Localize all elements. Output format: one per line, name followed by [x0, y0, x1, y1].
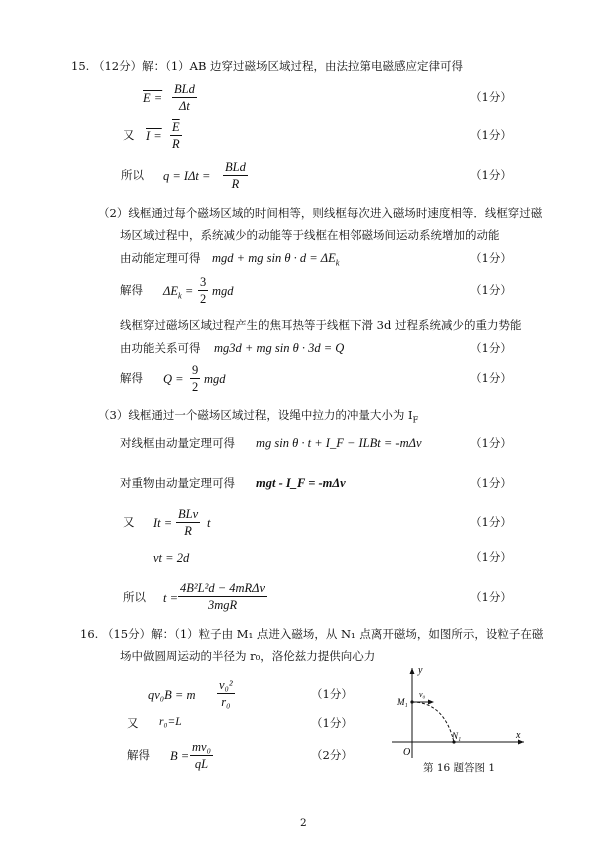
label-you-1: 又 — [123, 128, 135, 142]
weight-momentum-equation: mgt - I_F = -mΔv — [256, 476, 346, 490]
label-jiede-2: 解得 — [120, 371, 143, 385]
m1-label: M₁ — [397, 697, 408, 707]
it-rhs: t — [207, 516, 211, 530]
weight-momentum-text: 对重物由动量定理可得 — [120, 476, 235, 490]
charge-numerator: BLd — [225, 160, 246, 174]
score-radius: （1分） — [311, 716, 353, 730]
frame-momentum-equation: mg sin θ · t + I_F − ILBt = -mΔv — [256, 436, 422, 450]
origin-label: O — [403, 747, 411, 758]
emf-lhs — [143, 92, 162, 105]
velocity-arrow — [428, 700, 434, 705]
frame-momentum-text: 对线框由动量定理可得 — [120, 436, 235, 450]
score-heat: （1分） — [470, 371, 512, 385]
part2-line5-text: 由功能关系可得 — [120, 341, 201, 355]
it-fraction: BLv R — [178, 507, 199, 538]
score-energy-equation: （1分） — [470, 341, 512, 355]
charge-lhs: q = IΔt = — [163, 169, 211, 183]
score-weight-momentum: （1分） — [470, 476, 512, 490]
time-fraction: 4B²L²d − 4mRΔv 3mgR — [180, 581, 266, 612]
emf-denominator: Δt — [179, 98, 190, 113]
emf-numerator: BLd — [174, 82, 195, 96]
part2-line4: 线框穿过磁场区域过程产生的焦耳热等于线框下滑 3d 过程系统减少的重力势能 — [120, 318, 522, 332]
charge-fraction — [223, 161, 248, 190]
score-delta-ek: （1分） — [470, 283, 512, 297]
label-you-2: 又 — [123, 515, 135, 529]
label-suoyi-1: 所以 — [121, 168, 144, 182]
label-jiede-1: 解得 — [120, 283, 143, 297]
q15-heading: 15. （12分）解：（1）AB 边穿过磁场区域过程，由法拉第电磁感应定律可得 — [71, 59, 464, 73]
score-kinetic-equation: （1分） — [470, 251, 512, 265]
label-suoyi-2: 所以 — [123, 590, 146, 604]
current-denominator: R — [172, 136, 180, 151]
field-fraction: $\frac{\text{mv₀}}{qL}$ — [192, 740, 211, 771]
part2-line1: （2）线框通过每个磁场区域的时间相等，则线框每次进入磁场时速度相等．线框穿过磁 — [98, 206, 543, 220]
page-number: 2 — [300, 817, 307, 829]
lorentz-lhs: qv₀B = m — [148, 688, 196, 702]
figure-caption: 第 16 题答图 1 — [423, 762, 496, 774]
score-lorentz: （1分） — [311, 687, 353, 701]
trajectory-arc — [412, 702, 454, 742]
score-vt: （1分） — [470, 550, 512, 564]
kinetic-energy-equation: mgd + mg $\sin \theta \cdot d = \Delta E_k$ — [212, 251, 340, 268]
label-jiede-3: 解得 — [127, 748, 150, 762]
delta-ek-rhs: mgd — [212, 284, 234, 298]
lorentz-fraction: $\frac{\text{v₀²}}{\text{r₀}}$ — [219, 678, 233, 709]
score-current: （1分） — [470, 128, 512, 142]
radius-equation: r₀=L — [159, 716, 182, 728]
current-lhs: I = — [146, 129, 162, 143]
q16-figure — [388, 664, 530, 776]
q16-heading: 16. （15分）解：（1）粒子由 M₁ 点进入磁场，从 N₁ 点离开磁场，如图所示，设粒子在磁 — [80, 627, 544, 641]
emf-symbol: E = — [143, 91, 163, 105]
it-lhs: It = — [153, 516, 173, 530]
score-charge: （1分） — [470, 168, 512, 182]
heat-lhs: Q = — [163, 372, 184, 386]
v0-label: v₀ — [419, 690, 426, 699]
time-lhs: t = — [163, 591, 179, 605]
x-label: x — [516, 730, 521, 741]
score-emf: （1分） — [470, 90, 512, 104]
emf-fraction — [172, 83, 197, 112]
score-time: （1分） — [470, 590, 512, 604]
heat-rhs: mgd — [204, 372, 226, 386]
score-field: （2分） — [311, 748, 353, 762]
energy-conservation-equation: mg3d + mg sin θ · 3d = Q — [214, 341, 345, 355]
charge-denominator: R — [231, 176, 240, 191]
q16-line2: 场中做圆周运动的半径为 r₀，洛伦兹力提供向心力 — [120, 649, 376, 663]
n1-label: N₁ — [452, 731, 462, 741]
part2-line2: 场区域过程中，系统减少的动能等于线框在相邻磁场间运动系统增加的动能 — [120, 228, 500, 242]
current-numerator: $\overline{E}$ — [172, 120, 180, 134]
label-you-3: 又 — [127, 716, 139, 730]
score-frame-momentum: （1分） — [470, 436, 512, 450]
y-axis-arrow — [410, 668, 415, 674]
heat-fraction: $\frac{9}{2}$ — [192, 363, 199, 394]
score-it: （1分） — [470, 515, 512, 529]
field-lhs: B = — [170, 749, 190, 763]
y-label: y — [418, 665, 423, 676]
delta-ek-lhs: $\Delta E_k$ = — [163, 284, 194, 301]
part2-line3-text: 由动能定理可得 — [120, 251, 201, 265]
current-fraction — [170, 121, 182, 150]
part3-heading: （3）线框通过一个磁场区域过程，设绳中拉力的冲量大小为 $I_F$ — [98, 408, 419, 426]
vt-equation: vt = 2d — [153, 551, 190, 565]
delta-ek-fraction: $\frac{3}{2}$ — [200, 275, 207, 306]
point-m1 — [410, 700, 413, 703]
